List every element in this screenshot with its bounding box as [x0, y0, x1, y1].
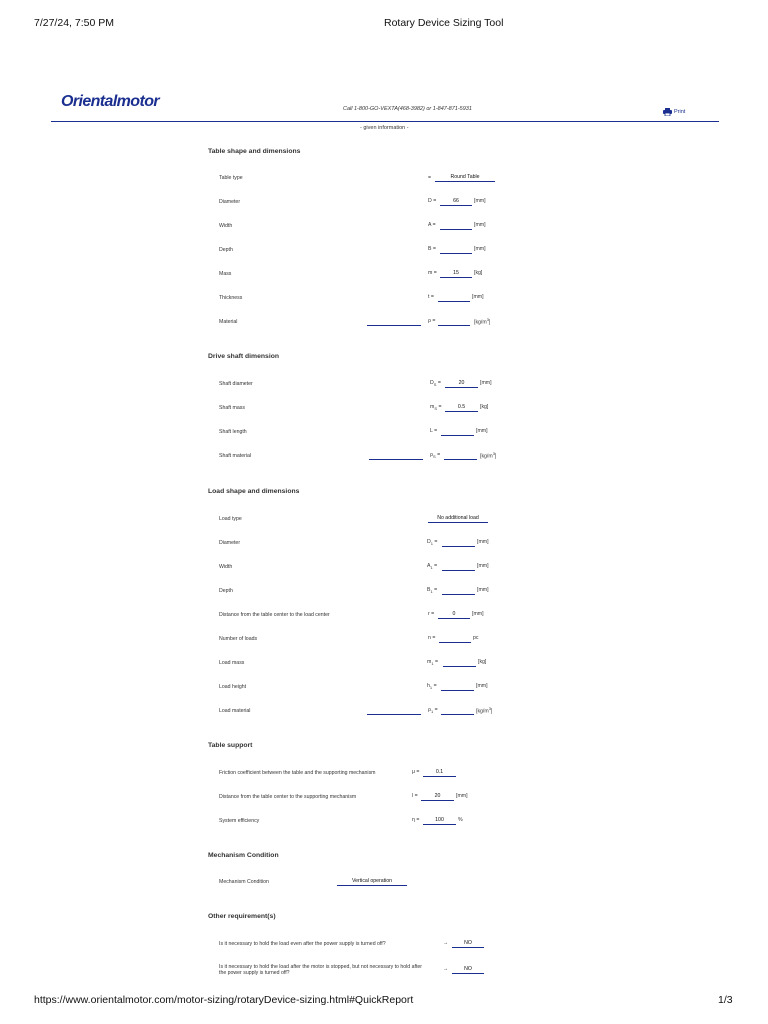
symbol-support-distance: l =	[412, 793, 418, 799]
symbol-density: ρ =	[428, 318, 436, 324]
diameter-input[interactable]: 66	[440, 197, 472, 206]
symbol-shaft-length: L =	[430, 428, 438, 434]
symbol-load-mass: $m_1$ =	[427, 659, 439, 667]
shaft-material-select[interactable]	[369, 451, 423, 460]
label-shaft-diameter: Shaft diameter	[219, 381, 253, 387]
section-title-mechanism: Mechanism Condition	[208, 852, 279, 859]
section-title-load-shape: Load shape and dimensions	[208, 488, 300, 495]
label-diameter: Diameter	[219, 199, 241, 205]
label-hold-after-stop-line2: the power supply is turned off?	[219, 970, 290, 976]
label-system-efficiency: System efficiency	[219, 818, 260, 824]
width-input[interactable]	[440, 221, 472, 230]
load-depth-input[interactable]	[442, 586, 475, 595]
material-select[interactable]	[367, 317, 421, 326]
label-support-distance: Distance from the table center to the supporting mechanism	[219, 794, 357, 800]
symbol-width: A =	[428, 222, 436, 228]
label-hold-after-power-off: Is it necessary to hold the load even after the power supply is turned off?	[219, 941, 386, 947]
unit-shaft-mass: [kg]	[480, 404, 489, 410]
density-input[interactable]	[438, 317, 470, 326]
symbol-load-height: $h_1$ =	[427, 683, 437, 691]
label-thickness: Thickness	[219, 295, 243, 301]
symbol-friction: μ =	[412, 769, 420, 775]
symbol-load-width: $A_1$ =	[427, 563, 438, 571]
print-datetime: 7/27/24, 7:50 PM	[34, 17, 114, 29]
hold-after-stop-select[interactable]: NO	[452, 965, 484, 974]
unit-diameter: [mm]	[474, 198, 486, 204]
call-info: Call 1-800-GO-VEXTA(468-3982) or 1-847-871-5931	[343, 106, 472, 112]
print-url: https://www.orientalmotor.com/motor-sizing/rotaryDevice-sizing.html#QuickReport	[34, 994, 414, 1006]
symbol-table-type: =	[428, 175, 432, 181]
unit-load-distance: [mm]	[472, 611, 484, 617]
unit-load-depth: [mm]	[477, 587, 489, 593]
label-number-of-loads: Number of loads	[219, 636, 258, 642]
unit-load-density: $[kg/m^3]$	[476, 706, 493, 715]
label-width: Width	[219, 223, 233, 229]
symbol-number-of-loads: n =	[428, 635, 436, 641]
symbol-depth: B =	[428, 246, 436, 252]
shaft-mass-input[interactable]: 0.5	[445, 403, 478, 412]
print-page-title: Rotary Device Sizing Tool	[384, 17, 504, 29]
label-load-mass: Load mass	[219, 660, 245, 666]
load-mass-input[interactable]	[443, 658, 476, 667]
symbol-shaft-mass: $m_S$ =	[430, 404, 442, 412]
label-depth: Depth	[219, 247, 233, 253]
load-type-select[interactable]: No additional load	[428, 514, 488, 523]
label-mechanism-condition: Mechanism Condition	[219, 879, 269, 885]
section-title-drive-shaft: Drive shaft dimension	[208, 353, 280, 360]
label-mass: Mass	[219, 271, 232, 277]
printer-icon	[663, 108, 672, 116]
shaft-diameter-input[interactable]: 20	[445, 379, 478, 388]
label-material: Material	[219, 319, 238, 325]
unit-shaft-diameter: [mm]	[480, 380, 492, 386]
load-density-input[interactable]	[441, 706, 474, 715]
symbol-load-depth: $B_1$ =	[427, 587, 438, 595]
symbol-mass: m =	[428, 270, 437, 276]
load-height-input[interactable]	[441, 682, 474, 691]
print-button[interactable]	[663, 108, 685, 116]
label-friction-coefficient: Friction coefficient between the table and the supporting mechanism	[219, 770, 376, 776]
thickness-input[interactable]	[438, 293, 470, 302]
label-load-type: Load type	[219, 516, 242, 522]
label-shaft-length: Shaft length	[219, 429, 247, 435]
header-rule	[51, 121, 719, 122]
unit-shaft-length: [mm]	[476, 428, 488, 434]
unit-load-mass: [kg]	[478, 659, 487, 665]
label-shaft-material: Shaft material	[219, 453, 252, 459]
section-title-table-shape: Table shape and dimensions	[208, 148, 301, 155]
hold-after-power-off-select[interactable]: NO	[452, 939, 484, 948]
orientalmotor-logo[interactable]: Orientalmotor	[61, 93, 159, 110]
support-distance-input[interactable]: 20	[421, 792, 454, 801]
symbol-load-diameter: $D_1$ =	[427, 539, 438, 547]
shaft-length-input[interactable]	[441, 427, 474, 436]
unit-efficiency: %	[458, 817, 463, 823]
print-page-count: 1/3	[718, 994, 733, 1006]
number-of-loads-input[interactable]	[439, 634, 471, 643]
arrow-icon: →	[443, 966, 449, 972]
unit-shaft-density: $[kg/m^3]$	[480, 451, 497, 460]
symbol-shaft-density: $\rho_S$ =	[430, 452, 441, 460]
unit-width: [mm]	[474, 222, 486, 228]
label-shaft-mass: Shaft mass	[219, 405, 245, 411]
label-hold-after-stop-line1: Is it necessary to hold the load after the motor is stopped, but not necessary to hold after	[219, 964, 423, 970]
unit-load-width: [mm]	[477, 563, 489, 569]
symbol-diameter: D =	[428, 198, 437, 204]
depth-input[interactable]	[440, 245, 472, 254]
load-width-input[interactable]	[442, 562, 475, 571]
symbol-load-density: $\rho_1$ =	[428, 707, 438, 715]
unit-support-distance: [mm]	[456, 793, 468, 799]
label-load-width: Width	[219, 564, 233, 570]
unit-number-of-loads: pc	[473, 635, 479, 641]
unit-density: $[kg/m^3]$	[474, 317, 491, 326]
shaft-density-input[interactable]	[444, 451, 477, 460]
label-load-material: Load material	[219, 708, 251, 714]
table-type-select[interactable]: Round Table	[435, 173, 495, 182]
mechanism-condition-select[interactable]: Vertical operation	[337, 877, 407, 886]
efficiency-input[interactable]: 100	[423, 816, 456, 825]
load-distance-input[interactable]: 0	[438, 610, 470, 619]
label-load-diameter: Diameter	[219, 540, 241, 546]
section-title-other: Other requirement(s)	[208, 913, 276, 920]
label-load-distance: Distance from the table center to the load center	[219, 612, 330, 618]
given-information-label: - given information -	[360, 125, 409, 131]
section-title-table-support: Table support	[208, 742, 253, 749]
label-load-depth: Depth	[219, 588, 233, 594]
unit-depth: [mm]	[474, 246, 486, 252]
symbol-shaft-diameter: $D_S$ =	[430, 380, 441, 388]
symbol-efficiency: η =	[412, 817, 420, 823]
symbol-thickness: t =	[428, 294, 434, 300]
label-load-height: Load height	[219, 684, 247, 690]
label-table-type: Table type	[219, 175, 243, 181]
friction-input[interactable]: 0.1	[423, 768, 456, 777]
unit-load-height: [mm]	[476, 683, 488, 689]
unit-load-diameter: [mm]	[477, 539, 489, 545]
symbol-load-distance: r =	[428, 611, 435, 617]
unit-thickness: [mm]	[472, 294, 484, 300]
load-material-select[interactable]	[367, 706, 421, 715]
mass-input[interactable]: 15	[440, 269, 472, 278]
unit-mass: [kg]	[474, 270, 483, 276]
load-diameter-input[interactable]	[442, 538, 475, 547]
print-label: Print	[674, 109, 686, 115]
arrow-icon: →	[443, 940, 449, 946]
